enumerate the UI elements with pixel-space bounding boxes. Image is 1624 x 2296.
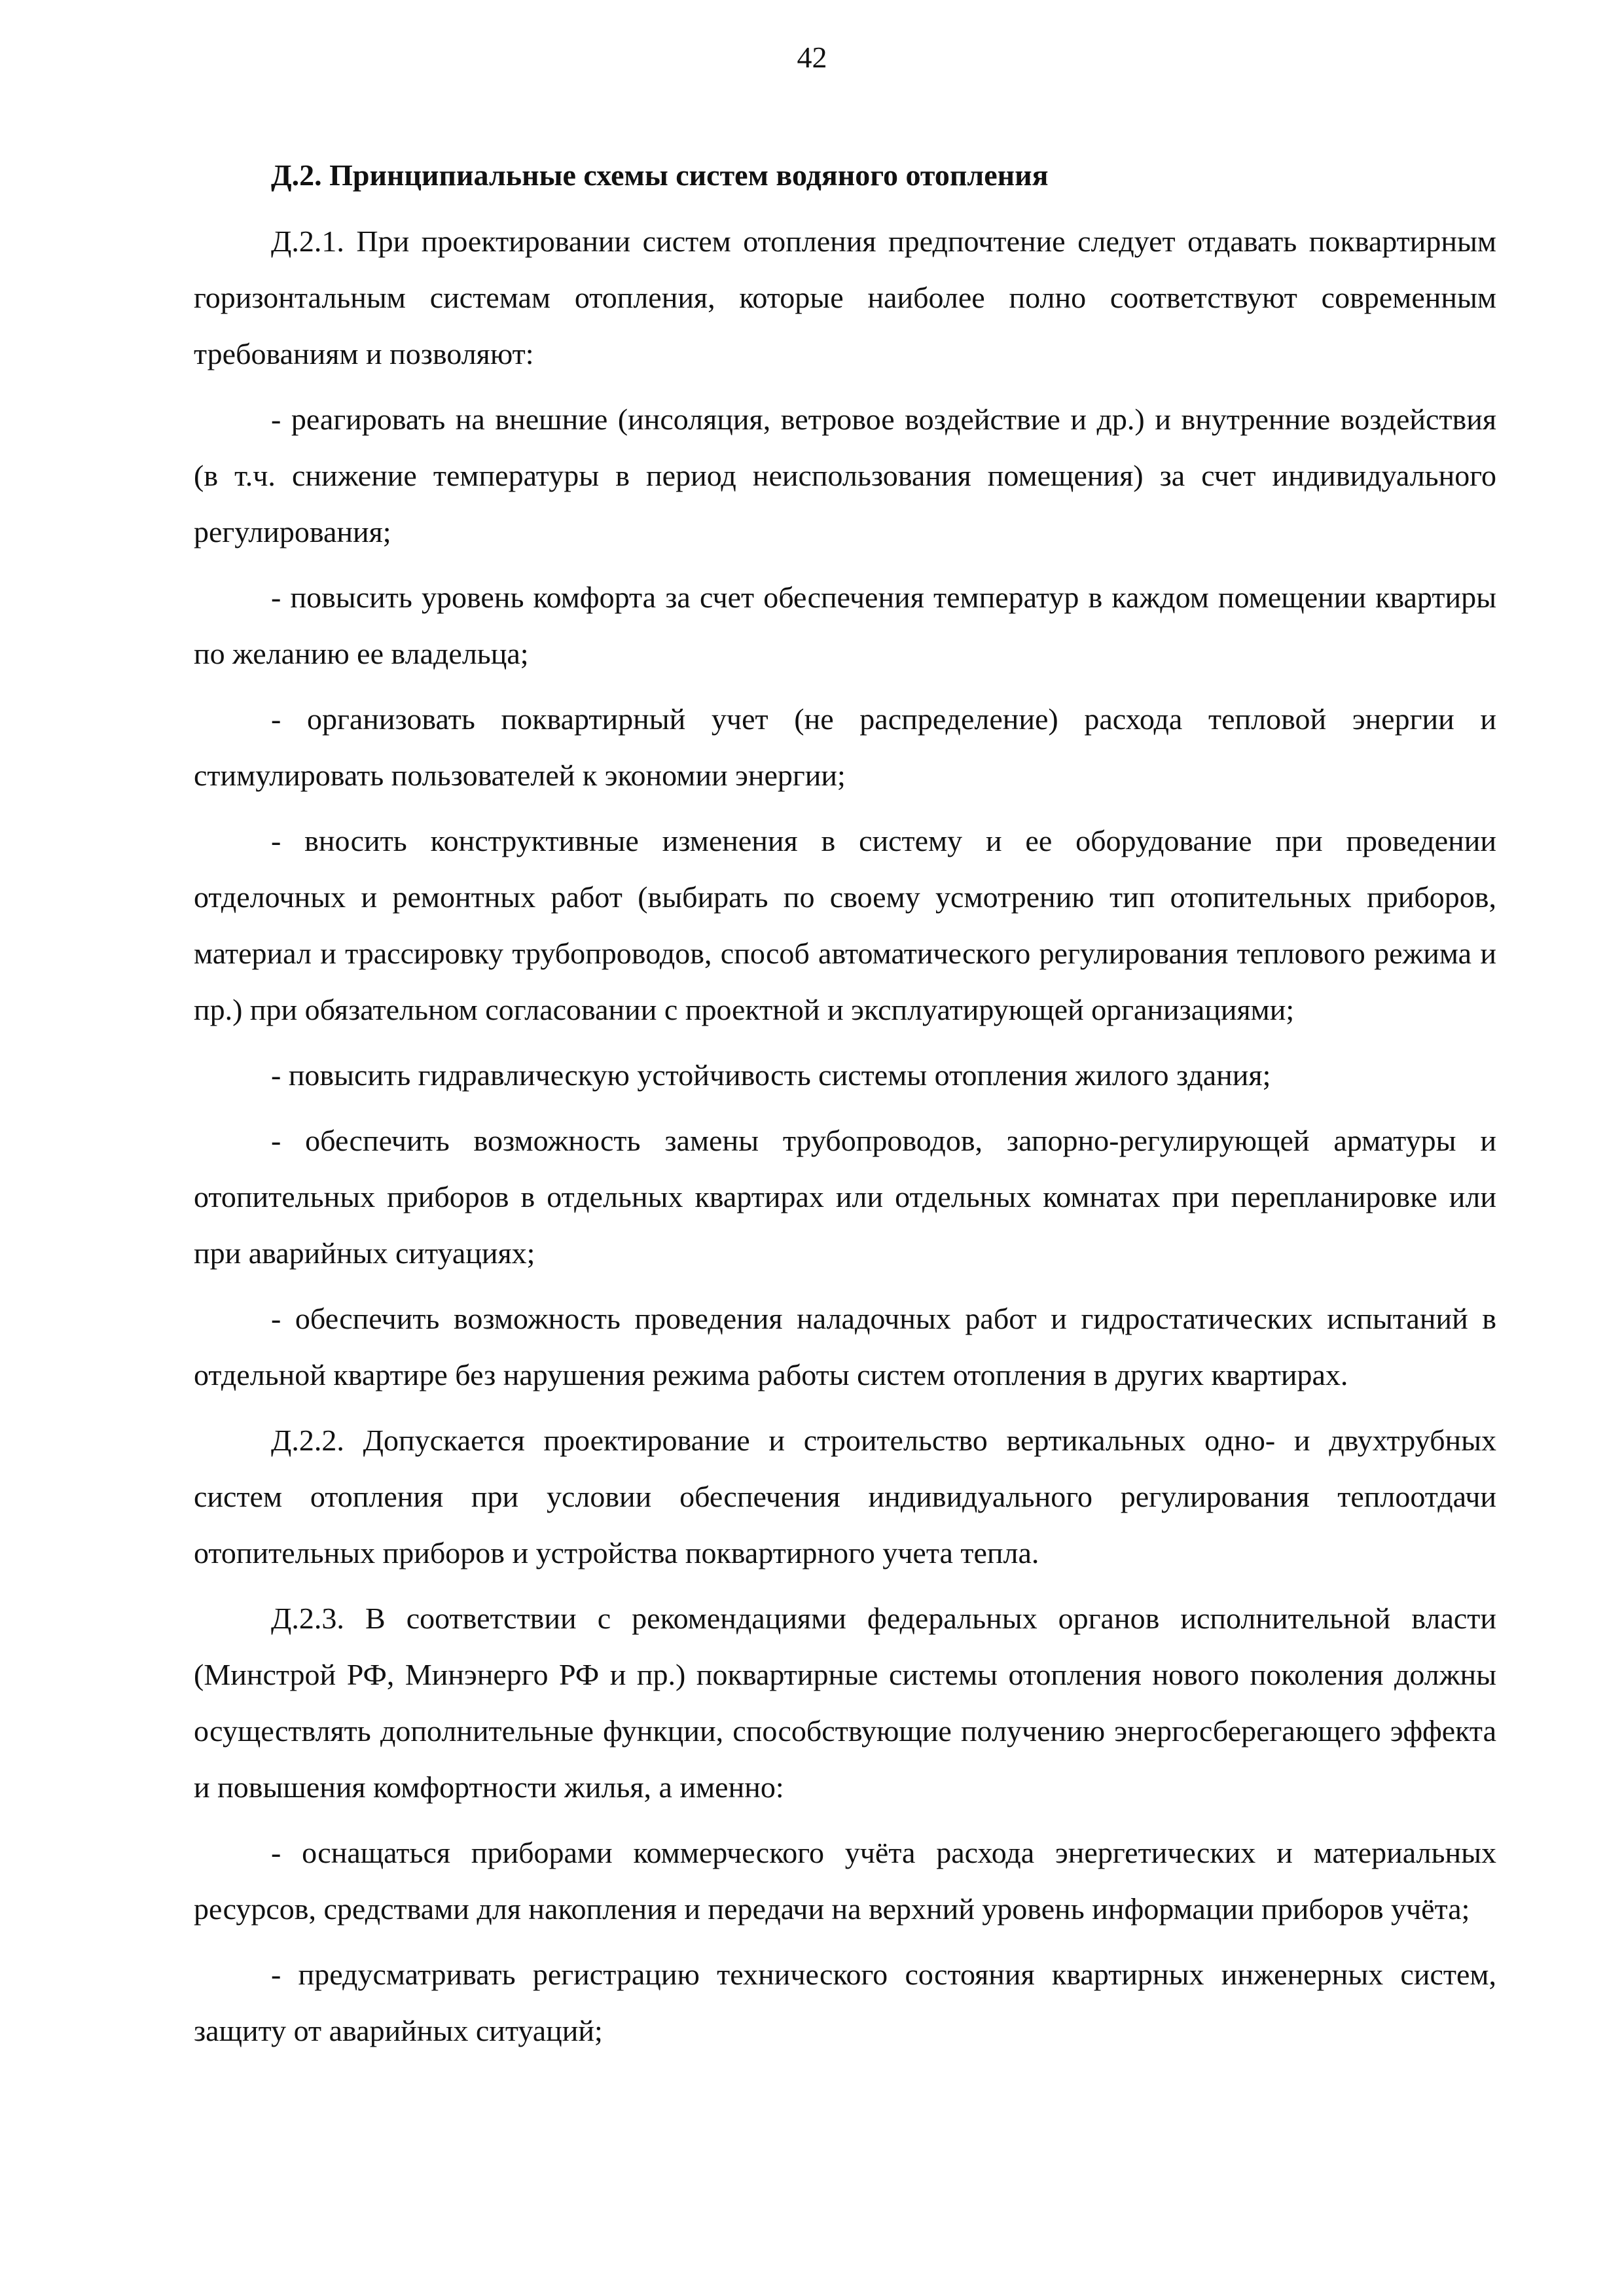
list-item: - предусматривать регистрацию технического состояния квартирных инженерных систем, защиту от аварийных ситуаций; <box>194 1958 1496 2047</box>
list-item: - повысить уровень комфорта за счет обеспечения температур в каждом помещении квартиры по желанию ее владельца; <box>194 581 1496 670</box>
paragraph-d-2-2: Д.2.2. Допускается проектирование и строительство вертикальных одно- и двухтрубных систем отопления при условии обеспечения индивидуального регулирования теплоотдачи отопительных приборов и устройства поквартирного учета тепла. <box>194 1424 1496 1570</box>
list-item: - обеспечить возможность замены трубопроводов, запорно-регулирующей арматуры и отопительных приборов в отдельных квартирах или отдельных комнатах при перепланировке или при аварийных ситуациях; <box>194 1124 1496 1270</box>
paragraph-d-2-3: Д.2.3. В соответствии с рекомендациями федеральных органов исполнительной власти (Минстрой РФ, Минэнерго РФ и пр.) поквартирные системы отопления нового поколения должны осуществлять дополнительные функции, способствующие получению энергосберегающего эффекта и повышения комфортности жилья, а именно: <box>194 1602 1496 1804</box>
list-item: - вносить конструктивные изменения в систему и ее оборудование при проведении отделочных и ремонтных работ (выбирать по своему усмотрению тип отопительных приборов, материал и трассировку трубопроводов, способ автоматического регулирования теплового режима и пр.) при обязательном согласовании с проектной и эксплуатирующей организациями; <box>194 824 1496 1026</box>
list-item: - повысить гидравлическую устойчивость системы отопления жилого здания; <box>271 1058 1271 1092</box>
list-item: - оснащаться приборами коммерческого учёта расхода энергетических и материальных ресурсов, средствами для накопления и передачи на верхний уровень информации приборов учёта; <box>194 1836 1496 1926</box>
list-item: - организовать поквартирный учет (не распределение) расхода тепловой энергии и стимулировать пользователей к экономии энергии; <box>194 702 1496 792</box>
section-heading: Д.2. Принципиальные схемы систем водяного отопления <box>271 158 1049 192</box>
page-number: 42 <box>797 41 827 74</box>
list-item: - обеспечить возможность проведения наладочных работ и гидростатических испытаний в отдельной квартире без нарушения режима работы систем отопления в других квартирах. <box>194 1302 1496 1391</box>
list-item: - реагировать на внешние (инсоляция, ветровое воздействие и др.) и внутренние воздействия (в т.ч. снижение температуры в период неиспользования помещения) за счет индивидуального регулирования; <box>194 403 1496 548</box>
document-body <box>194 156 1496 2068</box>
paragraph-d-2-1: Д.2.1. При проектировании систем отопления предпочтение следует отдавать поквартирным горизонтальным системам отопления, которые наиболее полно соответствуют современным требованиям и позволяют: <box>194 224 1496 370</box>
